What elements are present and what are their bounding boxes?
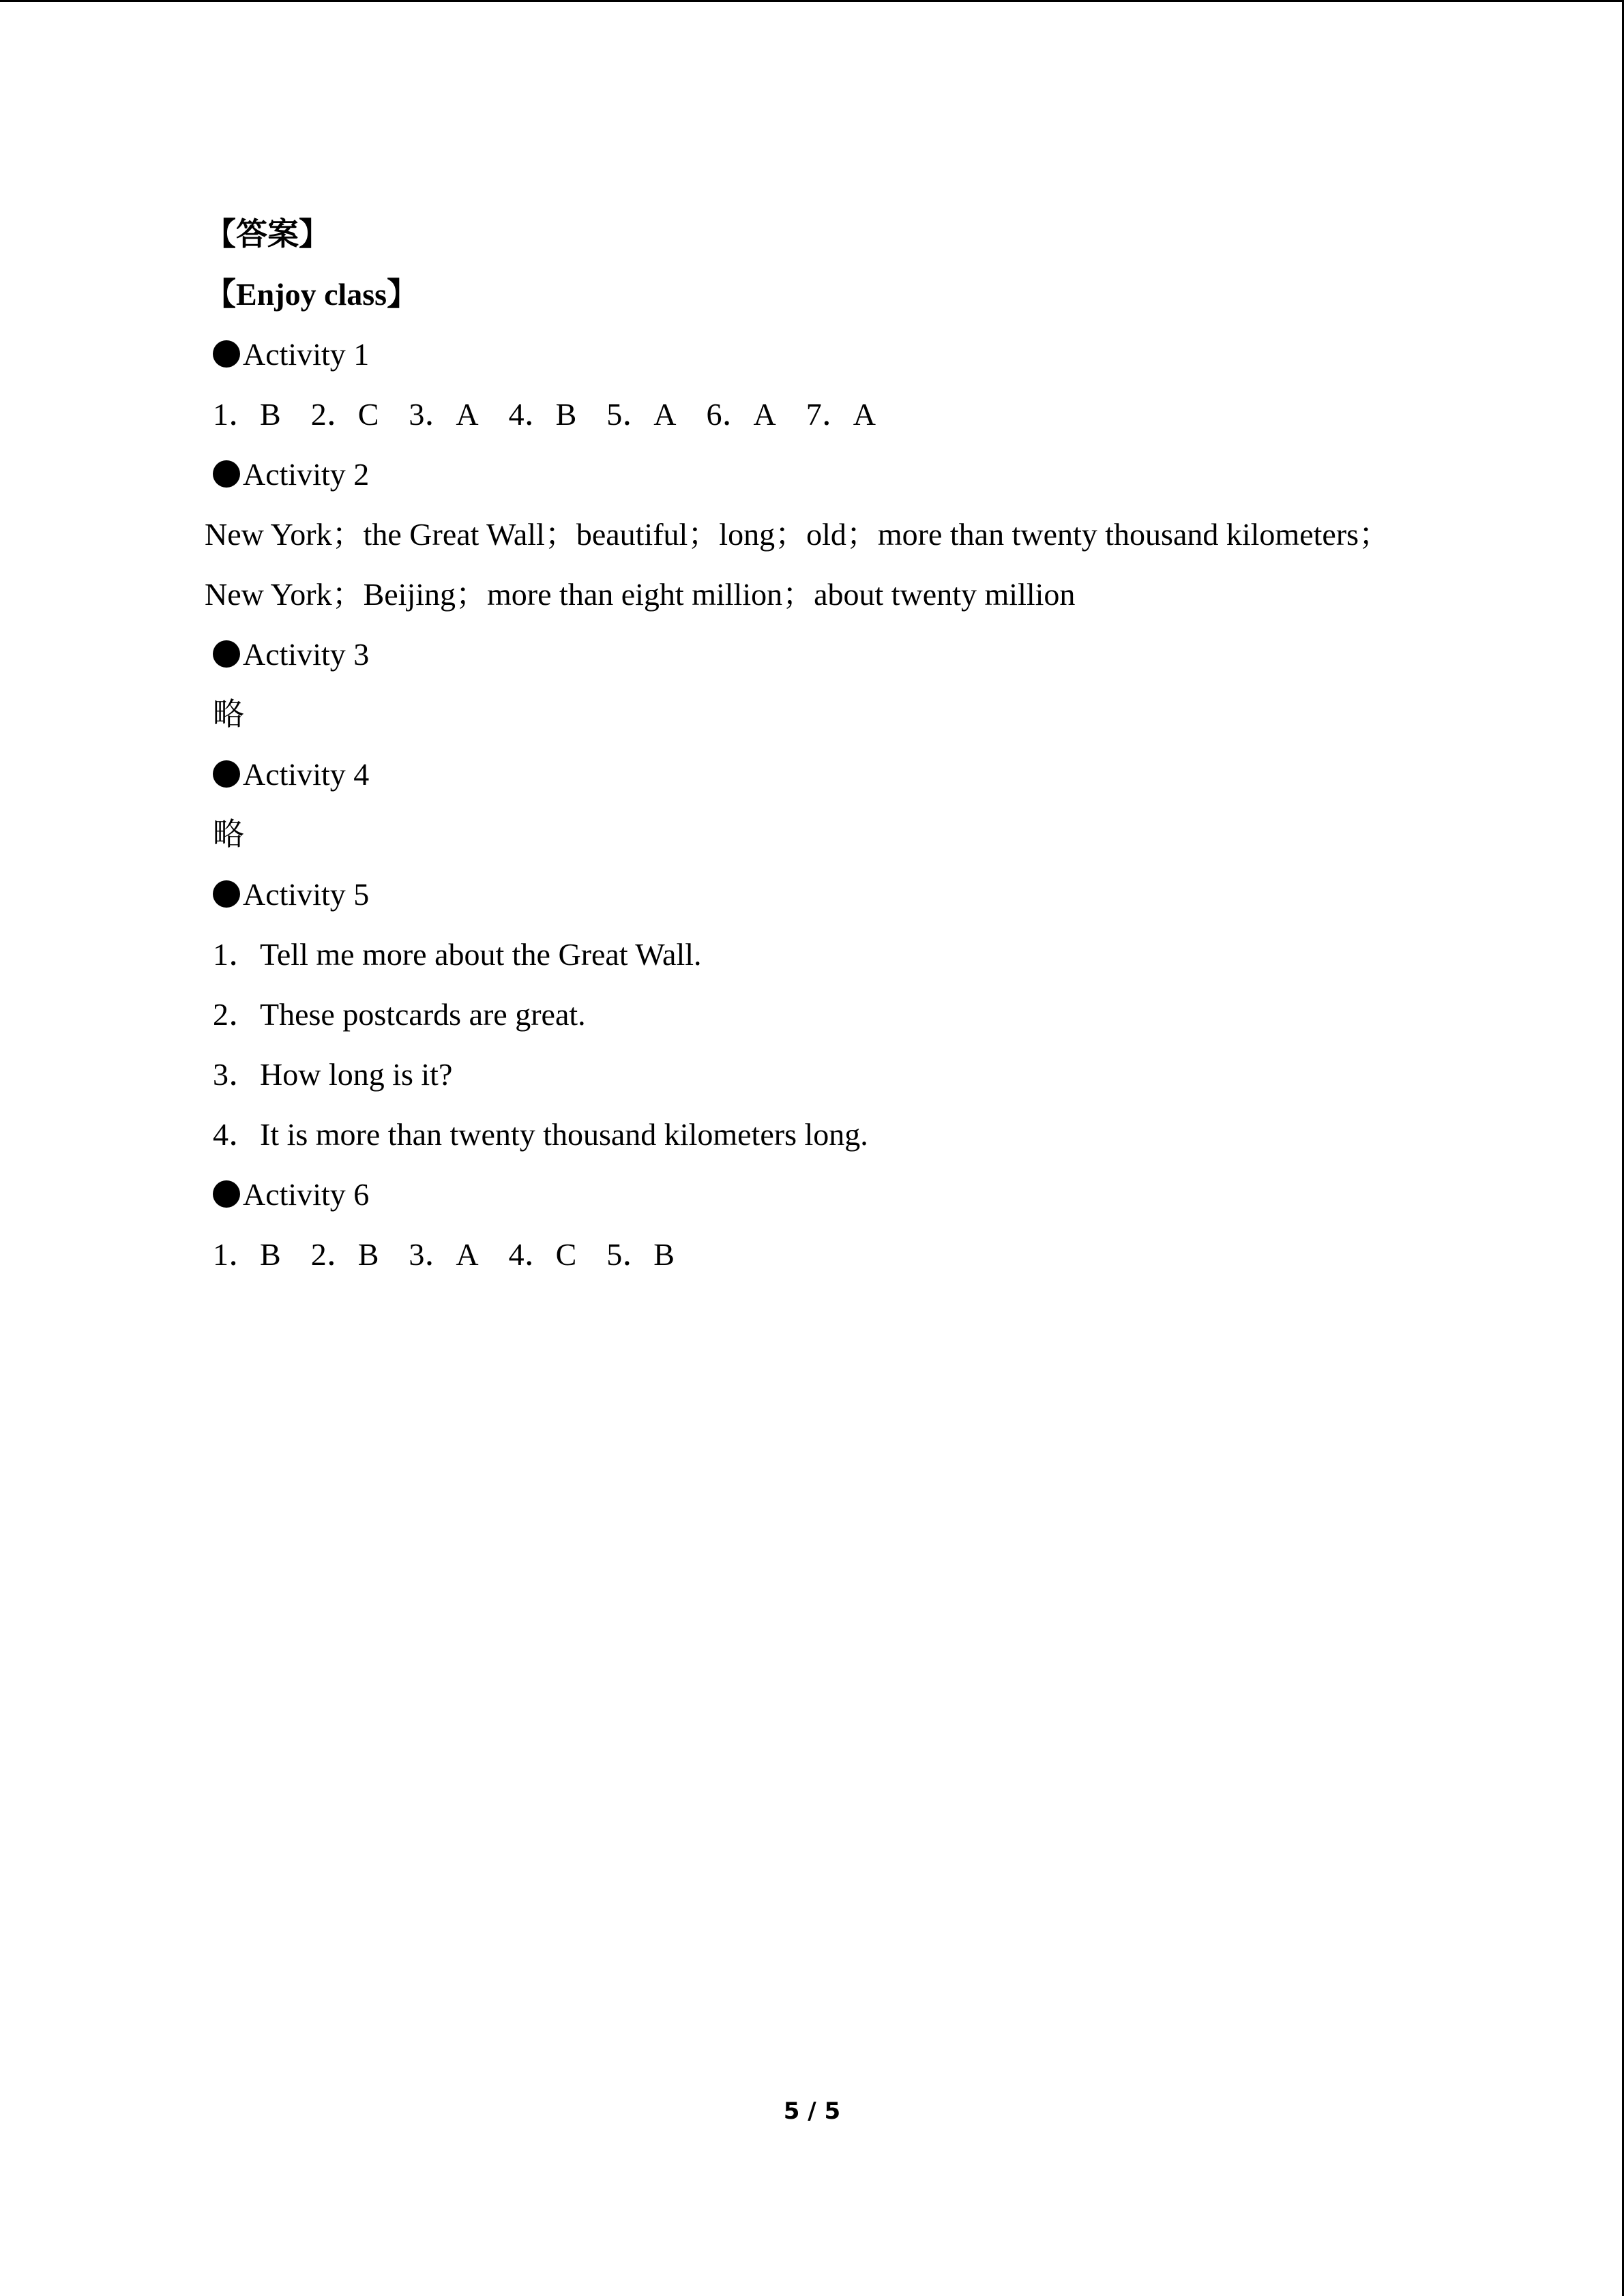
answer-item: 4．B	[508, 397, 577, 432]
answer-item: 2．C	[310, 397, 379, 432]
answer-item: 7．A	[806, 397, 876, 432]
answer-content	[205, 205, 1501, 1285]
activity-3-title	[205, 625, 1501, 685]
activity-3-label: Activity 3	[243, 637, 370, 672]
bullet-icon	[213, 1180, 240, 1208]
activity-6-title	[205, 1165, 1501, 1225]
activity-4-title	[205, 745, 1501, 805]
activity-3-text: 略	[213, 697, 244, 732]
bullet-icon	[213, 880, 240, 908]
page-border-top	[0, 0, 1624, 2]
activity-5-label: Activity 5	[243, 877, 370, 912]
answer-item: 4．C	[508, 1237, 577, 1272]
answer-item: 5．B	[606, 1237, 675, 1272]
page-number: 5 / 5	[783, 2098, 841, 2125]
answer-item: 5．A	[606, 397, 677, 432]
activity-5-title	[205, 865, 1501, 925]
activity-6-answers	[205, 1225, 1501, 1285]
answer-item: 2．B	[310, 1237, 379, 1272]
answer-item: 6．A	[706, 397, 776, 432]
activity-2-line: New York；the Great Wall；beautiful；long；old；more than twenty thousand kilometers；	[205, 517, 1391, 552]
answer-item: 3．A	[409, 1237, 479, 1272]
answer-header: 【答案】	[205, 217, 330, 252]
activity-5-line: 1．Tell me more about the Great Wall.	[213, 937, 702, 972]
activity-1-label: Activity 1	[243, 337, 370, 372]
activity-5-line: 2．These postcards are great.	[213, 997, 586, 1032]
activity-4-text: 略	[213, 817, 244, 852]
answer-item: 3．A	[409, 397, 479, 432]
bullet-icon	[213, 340, 240, 368]
answer-item: 1．B	[213, 397, 281, 432]
section-title: 【Enjoy class】	[205, 277, 419, 312]
bullet-icon	[213, 640, 240, 668]
activity-1-answers	[205, 385, 1501, 445]
bullet-icon	[213, 760, 240, 788]
activity-2-title	[205, 445, 1501, 505]
activity-1-title	[205, 325, 1501, 385]
answer-item: 1．B	[213, 1237, 281, 1272]
activity-2-label: Activity 2	[243, 457, 370, 492]
activity-2-line: New York；Beijing；more than eight million；about twenty million	[205, 577, 1076, 612]
activity-4-label: Activity 4	[243, 757, 370, 792]
activity-5-line: 4．It is more than twenty thousand kilometers long.	[213, 1117, 868, 1152]
activity-6-label: Activity 6	[243, 1177, 370, 1212]
bullet-icon	[213, 460, 240, 488]
activity-5-line: 3．How long is it?	[213, 1057, 453, 1092]
